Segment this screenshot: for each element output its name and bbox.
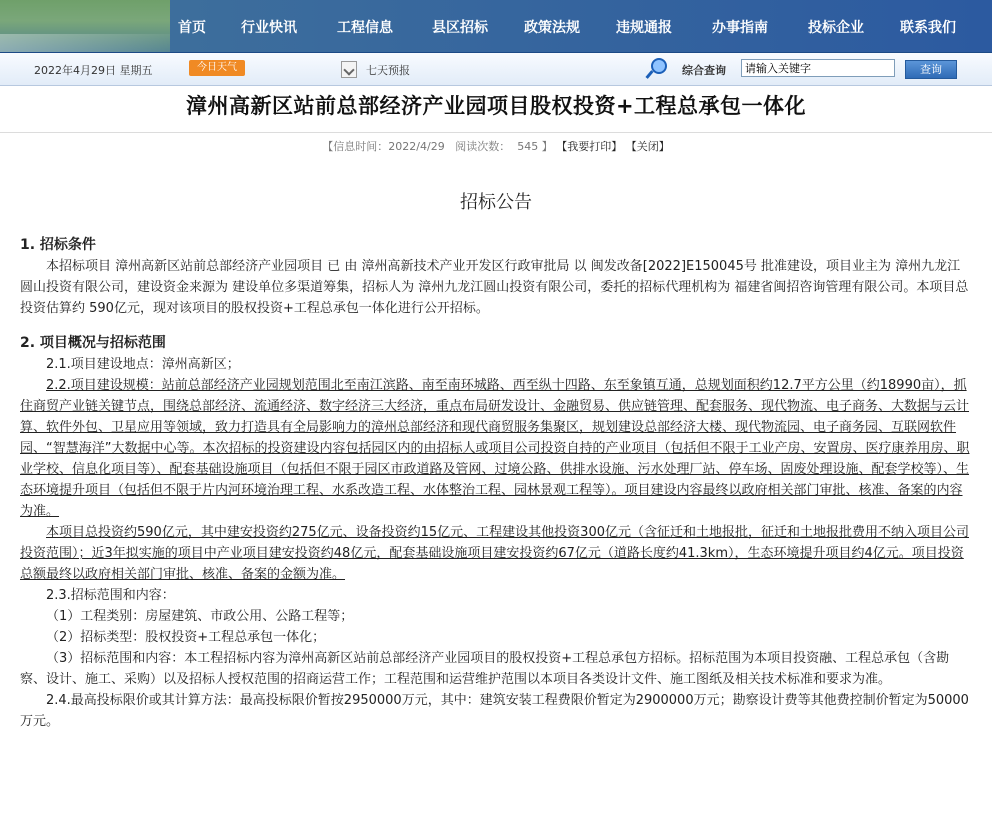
nav-item-industry-news[interactable]: 行业快讯 — [241, 20, 297, 36]
article-meta — [0, 138, 992, 154]
nav-item-bidding-companies[interactable]: 投标企业 — [808, 20, 864, 36]
page-title: 漳州高新区站前总部经济产业园项目股权投资+工程总承包一体化 — [185, 94, 807, 118]
top-navigation-bar — [0, 0, 992, 53]
section-heading-1: 1. 招标条件 — [20, 237, 96, 253]
item-2-2: 2.2.项目建设规模：站前总部经济产业园规划范围北至南江滨路、南至南环城路、西至纵十四路、东至象镇互通，总规划面积约12.7平方公里（约18990亩），抓住商贸产业链关键节点，围绕总部经济、流通经济、数字经济三大经济，重点布局研发设计、金融贸易、供应链管理、配套服务、现代物流、电子商务、大数据与云计算、软件外包、卫星应用等领域，致力打造具有全局影响力的漳州总部经济和现代商贸服务集聚区，规划建设总部经济大楼、现代物流园、电子商务园、互联网软件园、“智慧海洋”大数据中心等。本次招标的投资建设内容包括园区内的由招标人或项目公司投资自持的产业项目（包括但不限于工业产房、安置房、医疗康养用房、职业学校、信息化项目等）、配套基础设施项目（包括但不限于园区市政道路及管网、过境公路、供排水设施、污水处理厂站、停车场、固废处理设施、配套学校等）、生态环境提升项目（包括但不限于片内河环境治理工程、水系改造工程、水体整治工程、园林景观工程等）。项目建设内容最终以政府相关部门审批、核准、备案的内容为准。 — [20, 378, 970, 519]
search-icon — [646, 57, 666, 79]
print-link[interactable]: 【我要打印】 — [556, 140, 623, 153]
notice-title: 招标公告 — [460, 192, 532, 213]
forecast-link[interactable]: 七天预报 — [366, 64, 410, 77]
item-2-3-1: （1）工程类别：房屋建筑、市政公用、公路工程等； — [46, 609, 354, 624]
nav-item-county-bidding[interactable]: 县区招标 — [432, 20, 488, 36]
title-divider — [0, 132, 992, 133]
meta-reads-label: 阅读次数： — [455, 140, 511, 153]
nav-item-contact[interactable]: 联系我们 — [900, 20, 956, 36]
item-2-3-3: （3）招标范围和内容：本工程招标内容为漳州高新区站前总部经济产业园项目的股权投资+工程总承包方招标。招标范围为本项目投资融、工程总承包（含勘察、设计、施工、采购）以及招标人授权范围的招商运营工作；工程范围和运营维护范围以本项目各类设计文件、施工图纸及相关技术标准和要求为准。 — [20, 651, 950, 687]
weather-button[interactable]: 今日天气 — [189, 60, 245, 76]
item-2-3-2: （2）招标类型：股权投资+工程总承包一体化； — [46, 630, 326, 645]
article-body — [20, 235, 972, 732]
item-2-4: 2.4.最高投标限价或其计算方法：最高投标限价暂按2950000万元，其中：建筑安装工程费限价暂定为2900000万元；勘察设计费等其他费控制价暂定为50000万元。 — [20, 693, 969, 729]
search-label: 综合查询 — [682, 64, 726, 77]
search-input[interactable] — [741, 59, 895, 77]
meta-reads: 545 — [517, 140, 539, 153]
nav-item-policy[interactable]: 政策法规 — [524, 20, 580, 36]
item-2-2-investment: 本项目总投资约590亿元，其中建安投资约275亿元、设备投资约15亿元、工程建设其他投资300亿元（含征迁和土地报批，征迁和土地报批费用不纳入项目公司投资范围）；近3年拟实施的项目中产业项目建安投资约48亿元，配套基础设施项目建安投资约67亿元（道路长度约41.3km），生态环境提升项目约4亿元。项目投资总额最终以政府相关部门审批、核准、备案的金额为准。 — [20, 525, 969, 582]
meta-prefix: 【信息时间： — [322, 140, 389, 153]
meta-suffix: 】 — [541, 140, 553, 153]
close-link[interactable]: 【关闭】 — [625, 140, 670, 153]
nav-item-home[interactable]: 首页 — [178, 20, 206, 36]
item-2-3: 2.3.招标范围和内容： — [46, 588, 175, 603]
meta-date: 2022/4/29 — [388, 140, 445, 153]
item-2-1: 2.1.项目建设地点：漳州高新区； — [46, 357, 240, 372]
nav-item-project-info[interactable]: 工程信息 — [337, 20, 393, 36]
section-1-paragraph: 本招标项目 漳州高新区站前总部经济产业园项目 已 由 漳州高新技术产业开发区行政审批局 以 闽发改备[2022]E150045号 批准建设，项目业主为 漳州九龙江圆山投资有限公司，建设资金来源为 建设单位多渠道筹集，招标人为 漳州九龙江圆山投资有限公司，委托的招标代理机构为 福建省闽招咨询管理有限公司。本项目总投资估算约 590亿元，现对该项目的股权投资+工程总承包一体化进行公开招标。 — [20, 259, 969, 316]
site-banner-image — [0, 0, 170, 52]
current-date: 2022年4月29日 星期五 — [34, 64, 153, 77]
section-heading-2: 2. 项目概况与招标范围 — [20, 335, 166, 351]
nav-item-guide[interactable]: 办事指南 — [712, 20, 768, 36]
search-button[interactable]: 查询 — [905, 60, 957, 79]
nav-item-violations[interactable]: 违规通报 — [616, 20, 672, 36]
broken-image-icon — [341, 61, 357, 78]
